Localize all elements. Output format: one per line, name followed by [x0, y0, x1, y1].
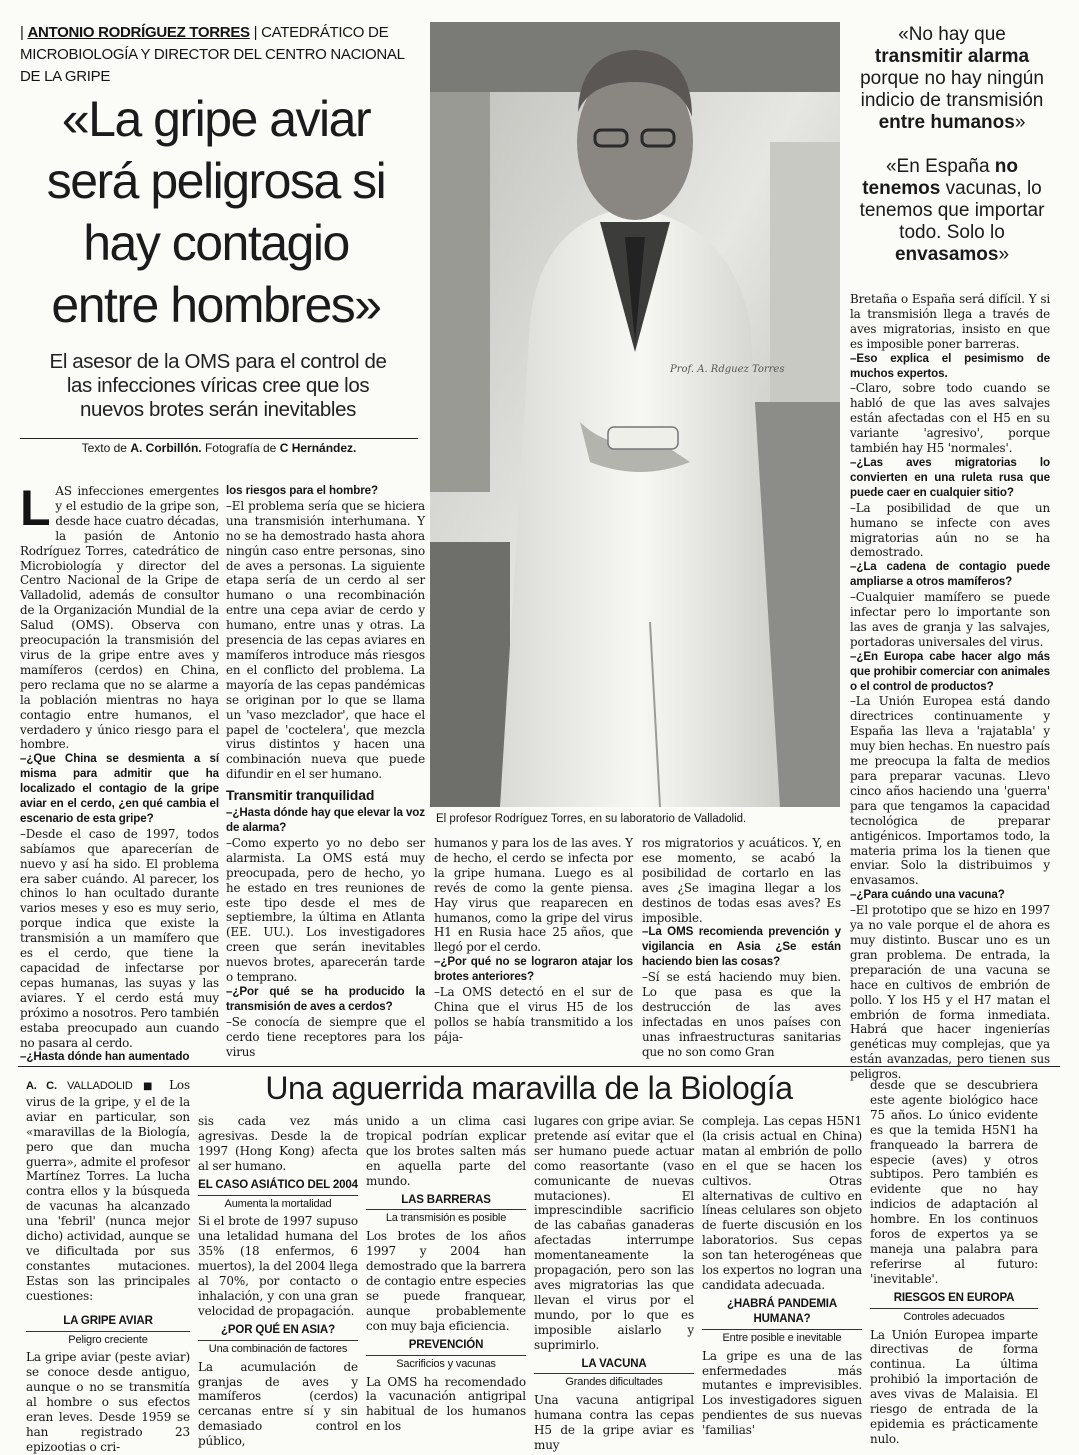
article-question: –¿Por qué se ha producido la transmisión de aves a cerdos?	[226, 985, 425, 1013]
sidebar-subheading: Entre posible e inevitable	[702, 1329, 862, 1346]
author-role: CATEDRÁTICO DE MICROBIOLOGÍA Y DIRECTOR DEL CENTRO NACIONAL DE LA GRIPE	[20, 24, 405, 85]
article-answer: –La Unión Europea está dando directrices continuamente y España las lleva a 'rajatabla' y muy bien hechas. En nuestro país me preocupa la falta de medios para preparar vacunas. Llevo cinco años haciendo una 'guerra' para que tengamos la capacidad tecnológica de preparar antigénicos. Importamos todo, la materia prima los la tienen que enviar. Solo la distribuimos y envasamos.	[850, 694, 1050, 888]
sidebar-heading: EL CASO ASIÁTICO DEL 2004	[198, 1178, 358, 1191]
subheadline-line: nuevos brotes serán inevitables	[80, 398, 356, 421]
article-question: –La OMS recomienda prevención y vigilancia en Asia ¿Se están haciendo bien las cosas?	[642, 925, 841, 969]
sidebar-subheading: Peligro creciente	[26, 1331, 190, 1348]
sidebar-heading: ¿POR QUÉ EN ASIA?	[221, 1323, 335, 1336]
sidebar-text: Una vacuna antigripal humana contra las cepas H5 de la gripe aviar es muy	[534, 1393, 694, 1453]
sidebar-top-rule	[18, 1066, 1060, 1067]
sidebar-subheading: Aumenta la mortalidad	[198, 1195, 358, 1212]
drop-cap: L	[20, 480, 51, 536]
article-lead: AS infecciones emergentes y el estudio de la gripe son, desde hace cuatro décadas, la pasión de Antonio Rodríguez Torres, catedrático de Microbiología y director del Centro Nacional de la Gripe de Valladolid, además de consultor de la Organización Mundial de la Salud (OMS). Observa con preocupación la transmisión del virus de la gripe entre aves y mamíferos (cerdos) en China, pero reclama que no se alarme a la población mientras no haya contagio entre humanos, el verdadero y único riesgo para el hombre.	[20, 484, 219, 752]
sidebar-text: La Unión Europea imparte directivas de forma continua. La última prohibió la importación de aves vivas de Malaisia. El riesgo de entrada de la epidemia es prácticamente nulo.	[870, 1327, 1038, 1446]
sidebar-heading: LA GRIPE AVIAR	[63, 1314, 153, 1327]
headline	[10, 88, 422, 336]
writer-name: A. Corbillón.	[130, 441, 202, 455]
sidebar-subheading: Grandes dificultades	[534, 1373, 694, 1390]
sidebar-intro: Los virus de la gripe, y el de la aviar en particular, son «maravillas de la Biología, pero que dan mucha guerra», admite el profesor Martínez Torres. La lucha contra ellos y la búsqueda de vacunas ha alcanzado una 'febril' (nunca mejor dicho) actividad, aunque se ve dificultada por sus constantes mutaciones. Estas son las principales cuestiones:	[26, 1078, 190, 1303]
sidebar-location: VALLADOLID	[67, 1080, 133, 1092]
article-column-3	[434, 836, 633, 1045]
sidebar-text: La acumulación de granjas de aves y mamíferos (cerdos) cercanas entre sí y sin demasiado control público,	[198, 1359, 358, 1449]
credits: Texto de A. Corbillón. Fotografía de C Hernández.	[81, 441, 357, 455]
article-answer: –Se conocía de siempre que el cerdo tiene receptores para los virus	[226, 1014, 425, 1059]
sidebar-heading: RIESGOS EN EUROPA	[893, 1291, 1015, 1304]
article-answer: –El problema sería que se hiciera una transmisión interhumana. Y no se ha demostrado hasta ahora ningún caso entre personas, sino de aves a personas. La siguiente etapa sería de un cerdo al ser humano o una recombinación entre una cepa aviar de cerdo y humano, entre unas y otras. La presencia de las cepas aviares en mamíferos introduce más riesgos en el conflicto del problema. La mayoría de las cepas pandémicas se originan por lo que se llama un 'vaso mezclador', que hace el papel de 'coctelera', que mezcla virus distintos y hacen una combinación nueva que puede difundir en el ser humano.	[226, 498, 425, 782]
article-question: –¿La cadena de contagio puede ampliarse a otros mamíferos?	[850, 560, 1050, 589]
article-question: –¿Las aves migratorias lo convierten en una ruleta rusa que puede caer en cualquier sitio?	[850, 455, 1050, 499]
article-question: –¿En Europa cabe hacer algo más que prohibir comerciar con animales o el control de productos?	[850, 649, 1050, 693]
article-question: –Eso explica el pesimismo de muchos expertos.	[850, 351, 1050, 380]
credits-divider	[20, 438, 418, 439]
sidebar-heading: ¿HABRÁ PANDEMIA HUMANA?	[727, 1297, 837, 1325]
sidebar-heading: LA VACUNA	[581, 1357, 647, 1370]
sidebar-column-4	[534, 1114, 694, 1453]
author-header: | ANTONIO RODRÍGUEZ TORRES | CATEDRÁTICO DE MICROBIOLOGÍA Y DIRECTOR DEL CENTRO NACIONAL DE LA GRIPE	[20, 24, 405, 85]
sidebar-column-6	[870, 1078, 1038, 1447]
sidebar-text: compleja. Las cepas H5N1 (la crisis actual en China) matan al embrión de pollo en el que se hacen los cultivos. Otras alternativas de cultivo en líneas celulares son objeto de fuerte discusión en los laboratorios. Sus cepas son tan heterogéneas que los expertos no logran una candidata adecuada.	[702, 1114, 862, 1292]
sidebar-subheading: Sacrificios y vacunas	[366, 1355, 526, 1372]
article-answer: –Cualquier mamífero se puede infectar pero lo importante son las aves de granja y las salvajes, portadoras universales del virus.	[850, 590, 1050, 649]
sidebar-text: lugares con gripe aviar. Se pretende así evitar que el ser humano puede actuar como reasortante (vaso comunicante de nuevas mutaciones). El imprescindible sacrificio de las cabañas ganaderas afectadas interrumpe momentaneamente la propagación, pero son las aves migratorias las que llevan el virus por el mundo, por lo que es imposible aislarlo y suprimirlo.	[534, 1114, 694, 1352]
article-column-1	[20, 480, 219, 1065]
sidebar-text: La gripe es una de las enfermedades más mutantes e imprevisibles. Los investigadores siguen pendientes de sus nuevas 'familias'	[702, 1348, 862, 1438]
sidebar-subheading: Controles adecuados	[870, 1308, 1038, 1325]
article-answer: humanos y para los de las aves. Y de hecho, el cerdo se infecta por la gripe humana. Luego es al revés de como la gente piensa. Hay virus que reaparecen en humanos, como la gripe del virus H1 en Rusia hace 25 años, que llegó por el cerdo.	[434, 836, 633, 955]
article-answer: –Desde el caso de 1997, todos sabíamos que aparecerían de nuevo y así ha sido. El problema era saber cuándo. Al parecer, los chinos lo han ocultado durante varios meses y eso es muy serio, porque indica que existe la transmisión a un mamífero que es el cerdo, que tiene la capacidad de infectarse por cepas humanas, las suyas y las aviares. Y el cerdo está muy próximo a nosotros. Pero también estaba preocupado aun cuando no pasara al cerdo.	[20, 826, 219, 1050]
subheadline	[18, 350, 418, 422]
article-question: –¿Que China se desmienta a sí misma para admitir que ha localizado el contagio de la gripe aviar en el cerdo, ¿en qué cambia el escenario de esta gripe?	[20, 752, 219, 825]
article-answer: –Claro, sobre todo cuando se habló de que las aves salvajes están afectadas con el H5 en su variante 'agresivo', porque también hay H5 'normales'.	[850, 381, 1050, 456]
sidebar-column-2	[198, 1114, 358, 1449]
article-subhead: Transmitir tranquilidad	[226, 787, 375, 804]
sidebar-text: Si el brote de 1997 supuso una letalidad humana del 35% (18 enfermos, 6 muertos), la del 2004 llega al 70%, por contacto o inhalación, y con una gran velocidad de propagación.	[198, 1214, 358, 1318]
article-answer: ros migratorios y acuáticos. Y, en ese momento, se acabó la posibilidad de cortarlo en las aves ¿Se imagina llegar a los destinos de todas esas aves? Es imposible.	[642, 836, 841, 925]
headline-line: «La gripe aviar	[61, 91, 371, 147]
article-answer: Bretaña o España será difícil. Y si la transmisión llega a través de aves migratorias, insisto en que es imposible poner barreras.	[850, 292, 1050, 351]
coat-label: Prof. A. Rdguez Torres	[670, 364, 785, 375]
article-question: –¿Por qué no se lograron atajar los brotes anteriores?	[434, 955, 633, 984]
sidebar-text: sis cada vez más agresivas. Desde la de 1997 (Hong Kong) afecta al ser humano.	[198, 1114, 358, 1173]
article-question: –¿Hasta dónde hay que elevar la voz de alarma?	[226, 806, 425, 835]
photographer-name: C Hernández.	[279, 441, 357, 455]
pull-quote-2: «En España no tenemos vacunas, lo tenemos que importar todo. Solo lo envasamos»	[859, 156, 1045, 265]
photo-caption: El profesor Rodríguez Torres, en su laboratorio de Valladolid.	[436, 813, 747, 825]
pull-quote-1: «No hay que transmitir alarma porque no hay ningún indicio de transmisión entre humanos»	[860, 24, 1044, 133]
headline-line: será peligrosa si	[46, 153, 386, 209]
article-question: los riesgos para el hombre?	[226, 484, 378, 497]
headline-line: entre hombres»	[51, 277, 381, 333]
article-answer: –El prototipo que se hizo en 1997 ya no vale porque el de ahora es muy distinto. Buscar uno es un gran problema. De entrada, la preparación de una vacuna se hace en cultivos de embrión de pollo. Y los H5 y el H7 matan el embrión de forma inmediata. Habrá que hacer ingenierías genéticas muy complejas, que ya están avanzadas, pero tienen sus peligros.	[850, 903, 1050, 1082]
sidebar-column-5	[702, 1114, 862, 1438]
article-answer: –La OMS detectó en el sur de China que el virus H5 de los pollos se había transmitido a los pája-	[434, 985, 633, 1044]
sidebar-text: unido a un clima casi tropical podrían explicar que los brotes salten más en aquella parte del mundo.	[366, 1114, 526, 1188]
article-answer: –La posibilidad de que un humano se infecte con aves migratorias aún no se ha demostrado.	[850, 500, 1050, 560]
photo-illustration	[430, 22, 840, 807]
article-question: –¿Hasta dónde han aumentado	[20, 1050, 190, 1064]
sidebar-heading: LAS BARRERAS	[401, 1193, 491, 1206]
sidebar-title: Una aguerrida maravilla de la Biología	[265, 1070, 793, 1106]
sidebar-text: desde que se descubriera este agente biológico hace 75 años. Lo único evidente es que la temida H5N1 ha franqueado la barrera de especie (aves) y otros subtipos. Pero también es evidente que no hay indicios de adaptación al hombre. En los continuos foros de expertos ya se maneja una palabra para referirse al futuro: 'inevitable'.	[870, 1078, 1038, 1286]
sidebar-column-1	[26, 1078, 190, 1455]
author-name: ANTONIO RODRÍGUEZ TORRES	[27, 24, 250, 41]
article-column-2	[226, 484, 425, 1060]
article-column-4	[642, 836, 841, 1060]
sidebar-text: La OMS ha recomendado la vacunación antigripal habitual de los humanos en los	[366, 1374, 526, 1434]
subheadline-line: El asesor de la OMS para el control de	[49, 350, 387, 373]
square-bullet-icon: ■	[142, 1081, 159, 1092]
sidebar-heading: PREVENCIÓN	[408, 1338, 484, 1351]
article-column-5	[850, 292, 1050, 1082]
portrait-photo	[430, 22, 840, 807]
subheadline-line: las infecciones víricas cree que los	[66, 374, 370, 397]
sidebar-subheading: La transmisión es posible	[366, 1209, 526, 1226]
sidebar-column-3	[366, 1114, 526, 1434]
sidebar-subheading: Una combinación de factores	[198, 1340, 358, 1357]
sidebar-text: Los brotes de los años 1997 y 2004 han demostrado que la barrera de contagio entre especies se puede franquear, aunque probablemente con muy baja eficiencia.	[366, 1229, 526, 1333]
sidebar-byline: A. C.	[26, 1080, 57, 1092]
article-question: –¿Para cuándo una vacuna?	[850, 888, 1005, 902]
headline-line: hay contagio	[83, 215, 349, 271]
article-answer: –Sí se está haciendo muy bien. Lo que pasa es que la destrucción de las aves infectadas en unos países con unas infraestructuras sanitarias que no son como Gran	[642, 970, 841, 1059]
article-answer: –Como experto yo no debo ser alarmista. La OMS está muy preocupada, pero de hecho, yo he estado en tres reuniones de este tipo desde el mes de septiembre, la última en Atlanta (EE. UU.). Los investigadores creen que serán inevitables nuevos brotes, aparecerán tarde o temprano.	[226, 835, 425, 985]
sidebar-text: La gripe aviar (peste aviar) se conoce desde antiguo, aunque o no se transmitía al hombre o sus efectos eran leves. Desde 1959 se han registrado 23 epizootias o cri-	[26, 1350, 190, 1454]
